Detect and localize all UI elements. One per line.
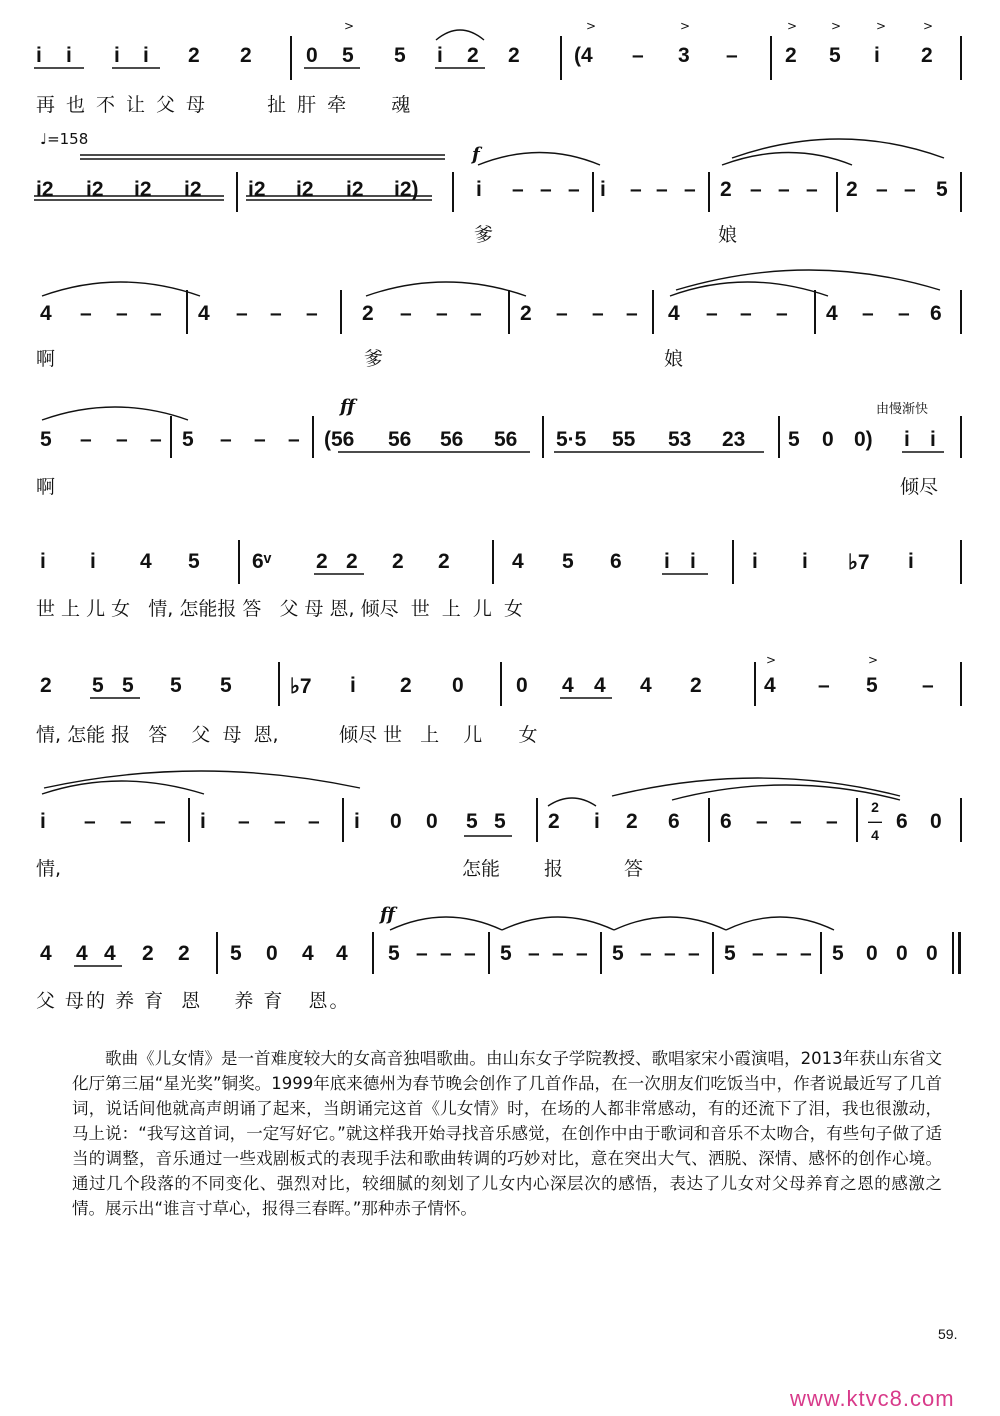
score-row-3 bbox=[0, 280, 1000, 380]
svg-text:>: > bbox=[923, 19, 934, 33]
lyric-niang-1: 娘 bbox=[718, 224, 738, 246]
score-row-5 bbox=[0, 530, 1000, 630]
score-row-7 bbox=[0, 770, 1000, 890]
lyrics-row-8: 父 母的 养 育 恩 养 育 恩。 bbox=[36, 990, 351, 1012]
notes-row-3: 4 – – – 4 – – – 2 – – – 2 – – – 4 – – – 4 – – 6 bbox=[40, 302, 942, 325]
svg-text:>: > bbox=[876, 19, 887, 33]
tempo-mark: ♩=158 bbox=[40, 130, 89, 148]
dynamic-f: f bbox=[472, 144, 480, 165]
svg-text:>: > bbox=[868, 653, 879, 667]
svg-text:>: > bbox=[680, 19, 691, 33]
notes-row-6: 2 5 5 5 5 ♭7 i 2 0 0 4 4 4 2 4 – 5 – bbox=[40, 674, 934, 698]
notes-row-8: 4 4 4 2 2 5 0 4 4 5 – – – 5 – – – 5 – – – 5 – – – 5 0 0 0 bbox=[40, 942, 938, 965]
svg-text:>: > bbox=[586, 19, 597, 33]
score-row-8 bbox=[0, 904, 1000, 1014]
lyric-zenneng: 怎能 bbox=[462, 858, 501, 880]
page-number: 59. bbox=[938, 1326, 958, 1342]
lyric-niang-2: 娘 bbox=[664, 348, 684, 370]
dynamic-ff-1: ff bbox=[340, 396, 355, 417]
lyrics-row-1: 再也不让父母 扯肝牵 魂 bbox=[36, 94, 422, 116]
score-row-6 bbox=[0, 650, 1000, 750]
lyric-bao: 报 bbox=[544, 858, 564, 880]
score-row-1 bbox=[0, 20, 1000, 120]
svg-text:>: > bbox=[831, 19, 842, 33]
notes-row-1: i i i i 2 2 0 5 5 i 2 2 (4 – 3 – 2 5 i 2 bbox=[36, 44, 933, 67]
expression-mark: 由慢渐快 bbox=[876, 402, 929, 417]
lyric-a-2: 啊 bbox=[36, 476, 56, 498]
lyric-die-1: 爹 bbox=[474, 224, 494, 246]
notes-row-2: i2 i2 i2 i2 i2 i2 i2 i2) i – – – i – – – 2 – – – 2 – – 5 bbox=[36, 178, 948, 201]
lyric-da: 答 bbox=[624, 858, 644, 880]
dynamic-ff-2: ff bbox=[380, 904, 395, 925]
watermark-url: www.ktvc8.com bbox=[790, 1386, 955, 1411]
score-row-4 bbox=[0, 396, 1000, 506]
svg-text:>: > bbox=[344, 19, 355, 33]
description-text: 歌曲《儿女情》是一首难度较大的女高音独唱歌曲。由山东女子学院教授、歌唱家宋小霞演唱，2013年获山东省文化厅第三届“星光奖”铜奖。1999年底来德州为春节晚会创作了几首作品，在一次朋友们吃饭当中，作者说最近写了几首词，说话间他就高声朗诵了起来，当朗诵完这首《儿女情》时，在场的人都非常感动，有的还流下了泪，我也很激动，马上说：“我写这首词，一定写好它。”就这样我开始寻找音乐感觉，在创作中由于歌词和音乐不太吻合，有些句子做了适当的调整，音乐通过一些戏剧板式的表现手法和歌曲转调的巧妙对比，意在突出大气、洒脱、深情、感怀的创作心境。通过几个段落的不同变化、强烈对比，较细腻的刻划了儿女内心深层次的感悟，表达了儿女对父母养育之恩的感激之情。展示出“谁言寸草心，报得三春晖。”那种赤子情怀。 bbox=[72, 1049, 942, 1218]
notes-row-7: i – – – i – – – i 0 0 5 5 2 i 2 6 6 – – – 2 — 4 6 0 bbox=[40, 799, 942, 843]
lyric-die-2: 爹 bbox=[364, 348, 384, 370]
notes-row-4: 5 – – – 5 – – – (56 56 56 56 5·5 55 53 23 5 0 0) i i bbox=[40, 428, 936, 451]
lyric-a-1: 啊 bbox=[36, 348, 56, 370]
lyric-qing: 情, bbox=[36, 858, 62, 880]
svg-text:>: > bbox=[766, 653, 777, 667]
lyric-qingjin-1: 倾尽 bbox=[900, 476, 939, 498]
notes-row-5: i i 4 5 6ᵛ 2 2 2 2 4 5 6 i i i i ♭7 i bbox=[40, 550, 914, 574]
score-row-2 bbox=[0, 130, 1000, 250]
lyrics-row-6: 情, 怎能 报 答 父 母 恩, 倾尽 世 上 儿 女 bbox=[36, 724, 538, 746]
lyrics-row-5: 世 上 儿 女 情, 怎能报 答 父 母 恩, 倾尽 世 上 儿 女 bbox=[36, 598, 523, 620]
song-description bbox=[72, 1046, 942, 1221]
svg-text:>: > bbox=[787, 19, 798, 33]
